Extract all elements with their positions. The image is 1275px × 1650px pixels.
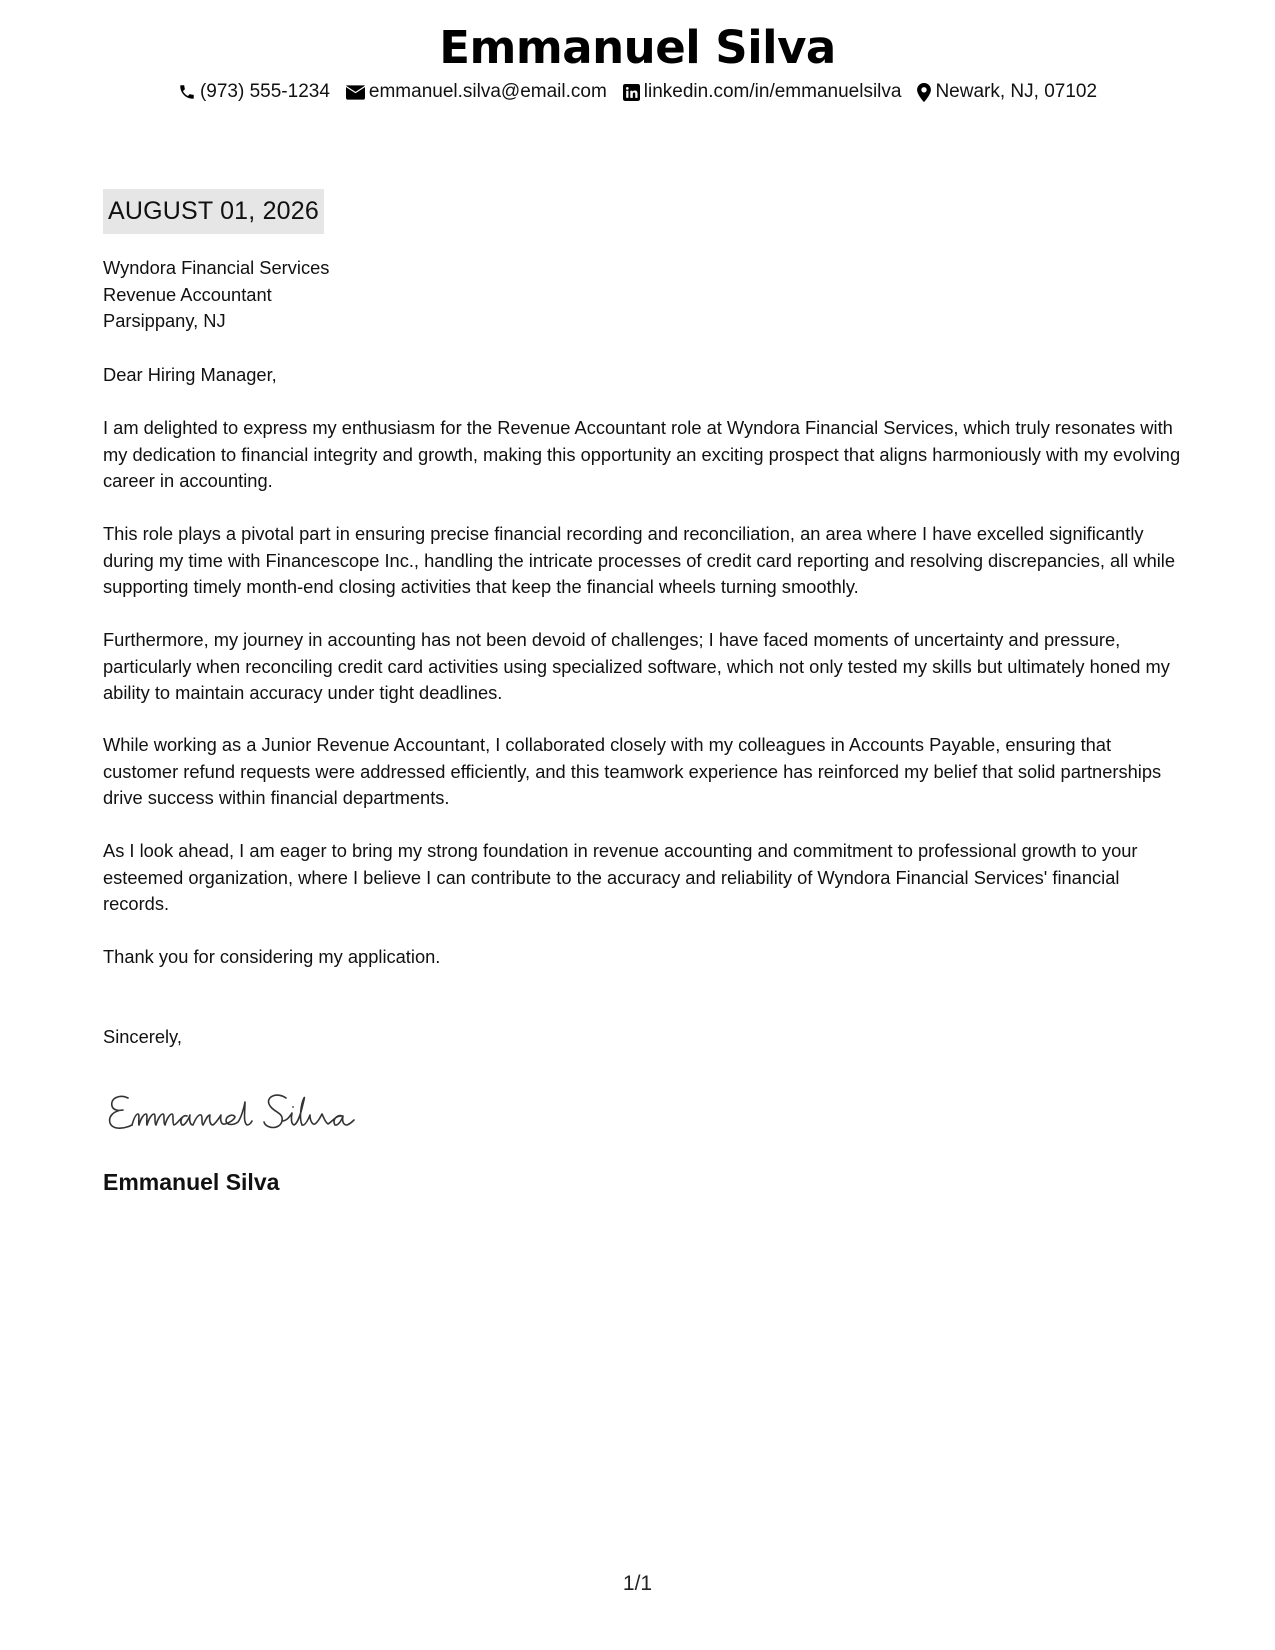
recipient-location: Parsippany, NJ [103,310,226,331]
letter-date: AUGUST 01, 2026 [103,189,324,234]
location-text: Newark, NJ, 07102 [935,81,1098,102]
body-paragraph: I am delighted to express my enthusiasm for the Revenue Accountant role at Wyndora Financial Services, which truly resonates with my dedication to financial integrity and growth, making this opportunity an exciting prospect that aligns harmoniously with my evolving career in accounting. [103,417,1181,491]
contact-location [917,80,1097,104]
linkedin-url[interactable]: linkedin.com/in/emmanuelsilva [643,81,902,102]
envelope-icon [346,85,365,100]
salutation: Dear Hiring Manager, [103,364,277,385]
contact-phone [178,80,330,104]
body-paragraph: Furthermore, my journey in accounting has not been devoid of challenges; I have faced moments of uncertainty and pressure, particularly when reconciling credit card activities using specialized software, which not only tested my skills but ultimately honed my ability to maintain accuracy under tight deadlines. [103,629,1170,703]
recipient-company: Wyndora Financial Services [103,257,330,278]
page-indicator: 1/1 [622,1572,653,1595]
map-pin-icon [917,83,931,102]
contact-linkedin[interactable] [623,80,902,104]
body-paragraph: While working as a Junior Revenue Accountant, I collaborated closely with my colleagues in Accounts Payable, ensuring that customer refund requests were addressed efficiently, and this teamwork experience has reinforced my belief that solid partnerships drive success within financial departments. [103,734,1162,808]
recipient-block [103,255,1183,335]
recipient-position: Revenue Accountant [103,283,272,305]
body-paragraph: This role plays a pivotal part in ensuring precise financial recording and reconciliation, an area where I have excelled significantly during my time with Financescope Inc., handling the intricate processes of credit card reporting and resolving discrepancies, all while supporting timely month-end closing activities that keep the financial wheels turning smoothly. [103,523,1176,597]
body-paragraph: As I look ahead, I am eager to bring my strong foundation in revenue accounting and commitment to professional growth to your esteemed organization, where I believe I can contribute to the accuracy and reliability of Wyndora Financial Services' financial records. [103,840,1138,914]
phone-icon [178,83,196,101]
contact-email[interactable] [346,80,607,104]
signed-name: Emmanuel Silva [103,1169,280,1195]
email-address[interactable]: emmanuel.silva@email.com [368,81,607,102]
linkedin-icon [623,84,640,101]
phone-number: (973) 555-1234 [199,81,330,102]
closing-line: Sincerely, [103,1026,182,1047]
handwritten-signature [106,1080,386,1140]
thank-you-line: Thank you for considering my application. [103,946,441,967]
applicant-name-heading: Emmanuel Silva [439,21,836,74]
contact-bar [0,80,1275,104]
